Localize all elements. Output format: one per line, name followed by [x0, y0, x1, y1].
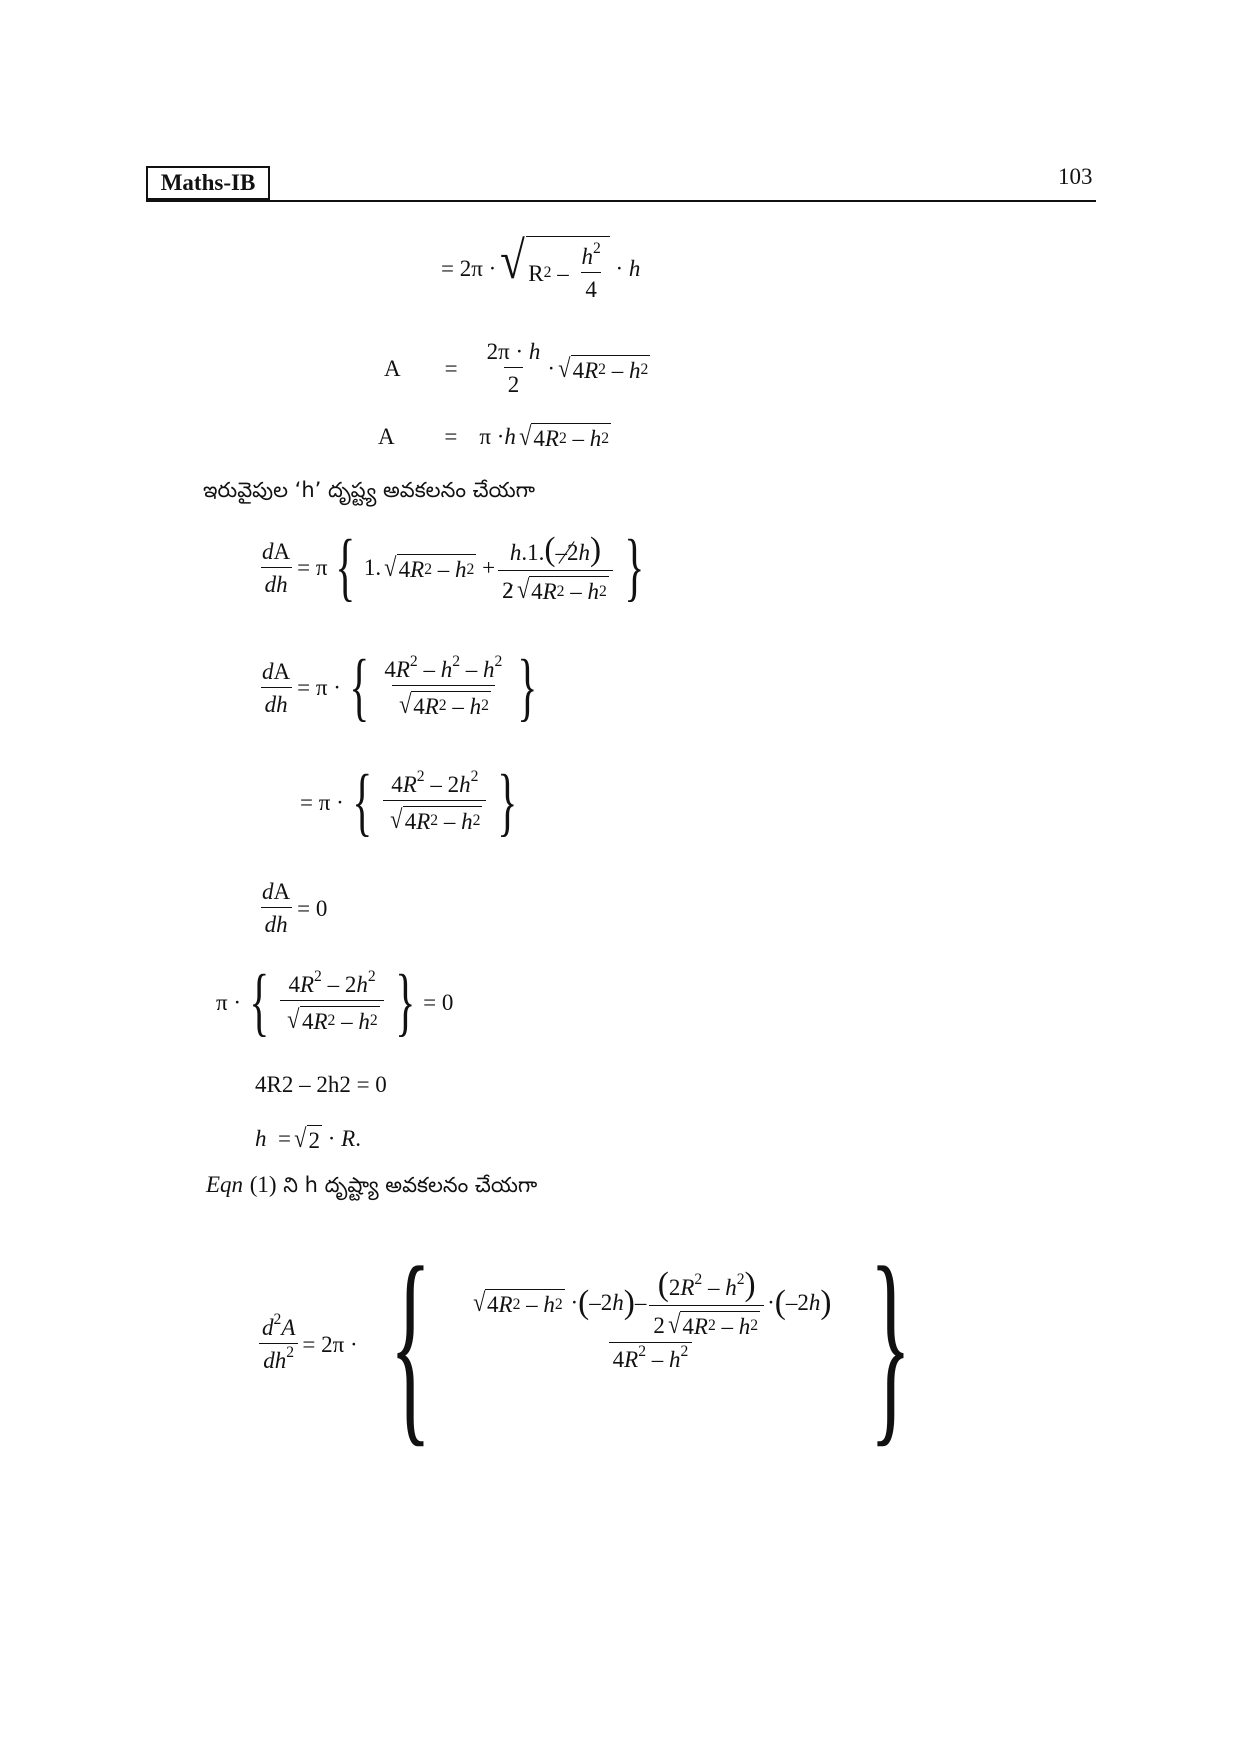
equation-2: A = $\frac{2\pi \cdot h}{2}$ · √ 4 R 2 – h 2: [384, 339, 649, 397]
book-title-tag: Maths-IB: [146, 166, 270, 200]
equation-4: $\frac{dA}{dh}$ = π { 1. √ 4 R 2 – h 2 + h.1.(–2h) 2 √ 4 R 2 – h 2 }: [262, 525, 645, 609]
eqn-ref: (1): [249, 1172, 277, 1197]
equation-10: h = √ 2 · R .: [255, 1123, 361, 1153]
telugu-instruction-2: [206, 1172, 537, 1203]
header-rule: [146, 200, 1096, 202]
equation-7: $\frac{dA}{dh}$ = 0: [262, 879, 328, 937]
equation-5: $\frac{dA}{dh}$ = π · { $4R^2 - h^2 - h^2$ √ 4 R 2 – h 2 }: [262, 645, 538, 729]
equation-8: π · { $4R^2 - 2h^2$ √ 4 R 2 – h 2 } = 0: [216, 960, 454, 1044]
page-number: 103: [1058, 164, 1093, 189]
equation-9: 4R2 – 2h2 = 0: [255, 1072, 387, 1097]
eqn-label: Eqn: [206, 1172, 244, 1197]
telugu-instruction-1: ఇరువైపుల ‘h’ దృష్ట్య అవకలనం చేయగా: [203, 478, 535, 502]
telugu-instruction-2-text: ని h దృష్ట్యా అవకలనం చేయగా: [283, 1173, 538, 1197]
equation-1: = 2π · √ R 2 – $\frac{h^2}{4}$ · h: [441, 232, 641, 302]
equation-11: $\frac{d^2A}{dh^2}$ = 2π · { √ 4 R 2 – h 2 · ( –2 h ) – $(2R^2 - h^2)$ 2 √ 4 R 2 – h 2 · ( –2 h ) $4R^2 - h^2$ }: [255, 1235, 943, 1454]
equation-3: A = π · h √ 4 R 2 – h 2: [378, 421, 610, 451]
equation-6: = π · { $4R^2 - 2h^2$ √ 4 R 2 – h 2 }: [300, 760, 518, 844]
